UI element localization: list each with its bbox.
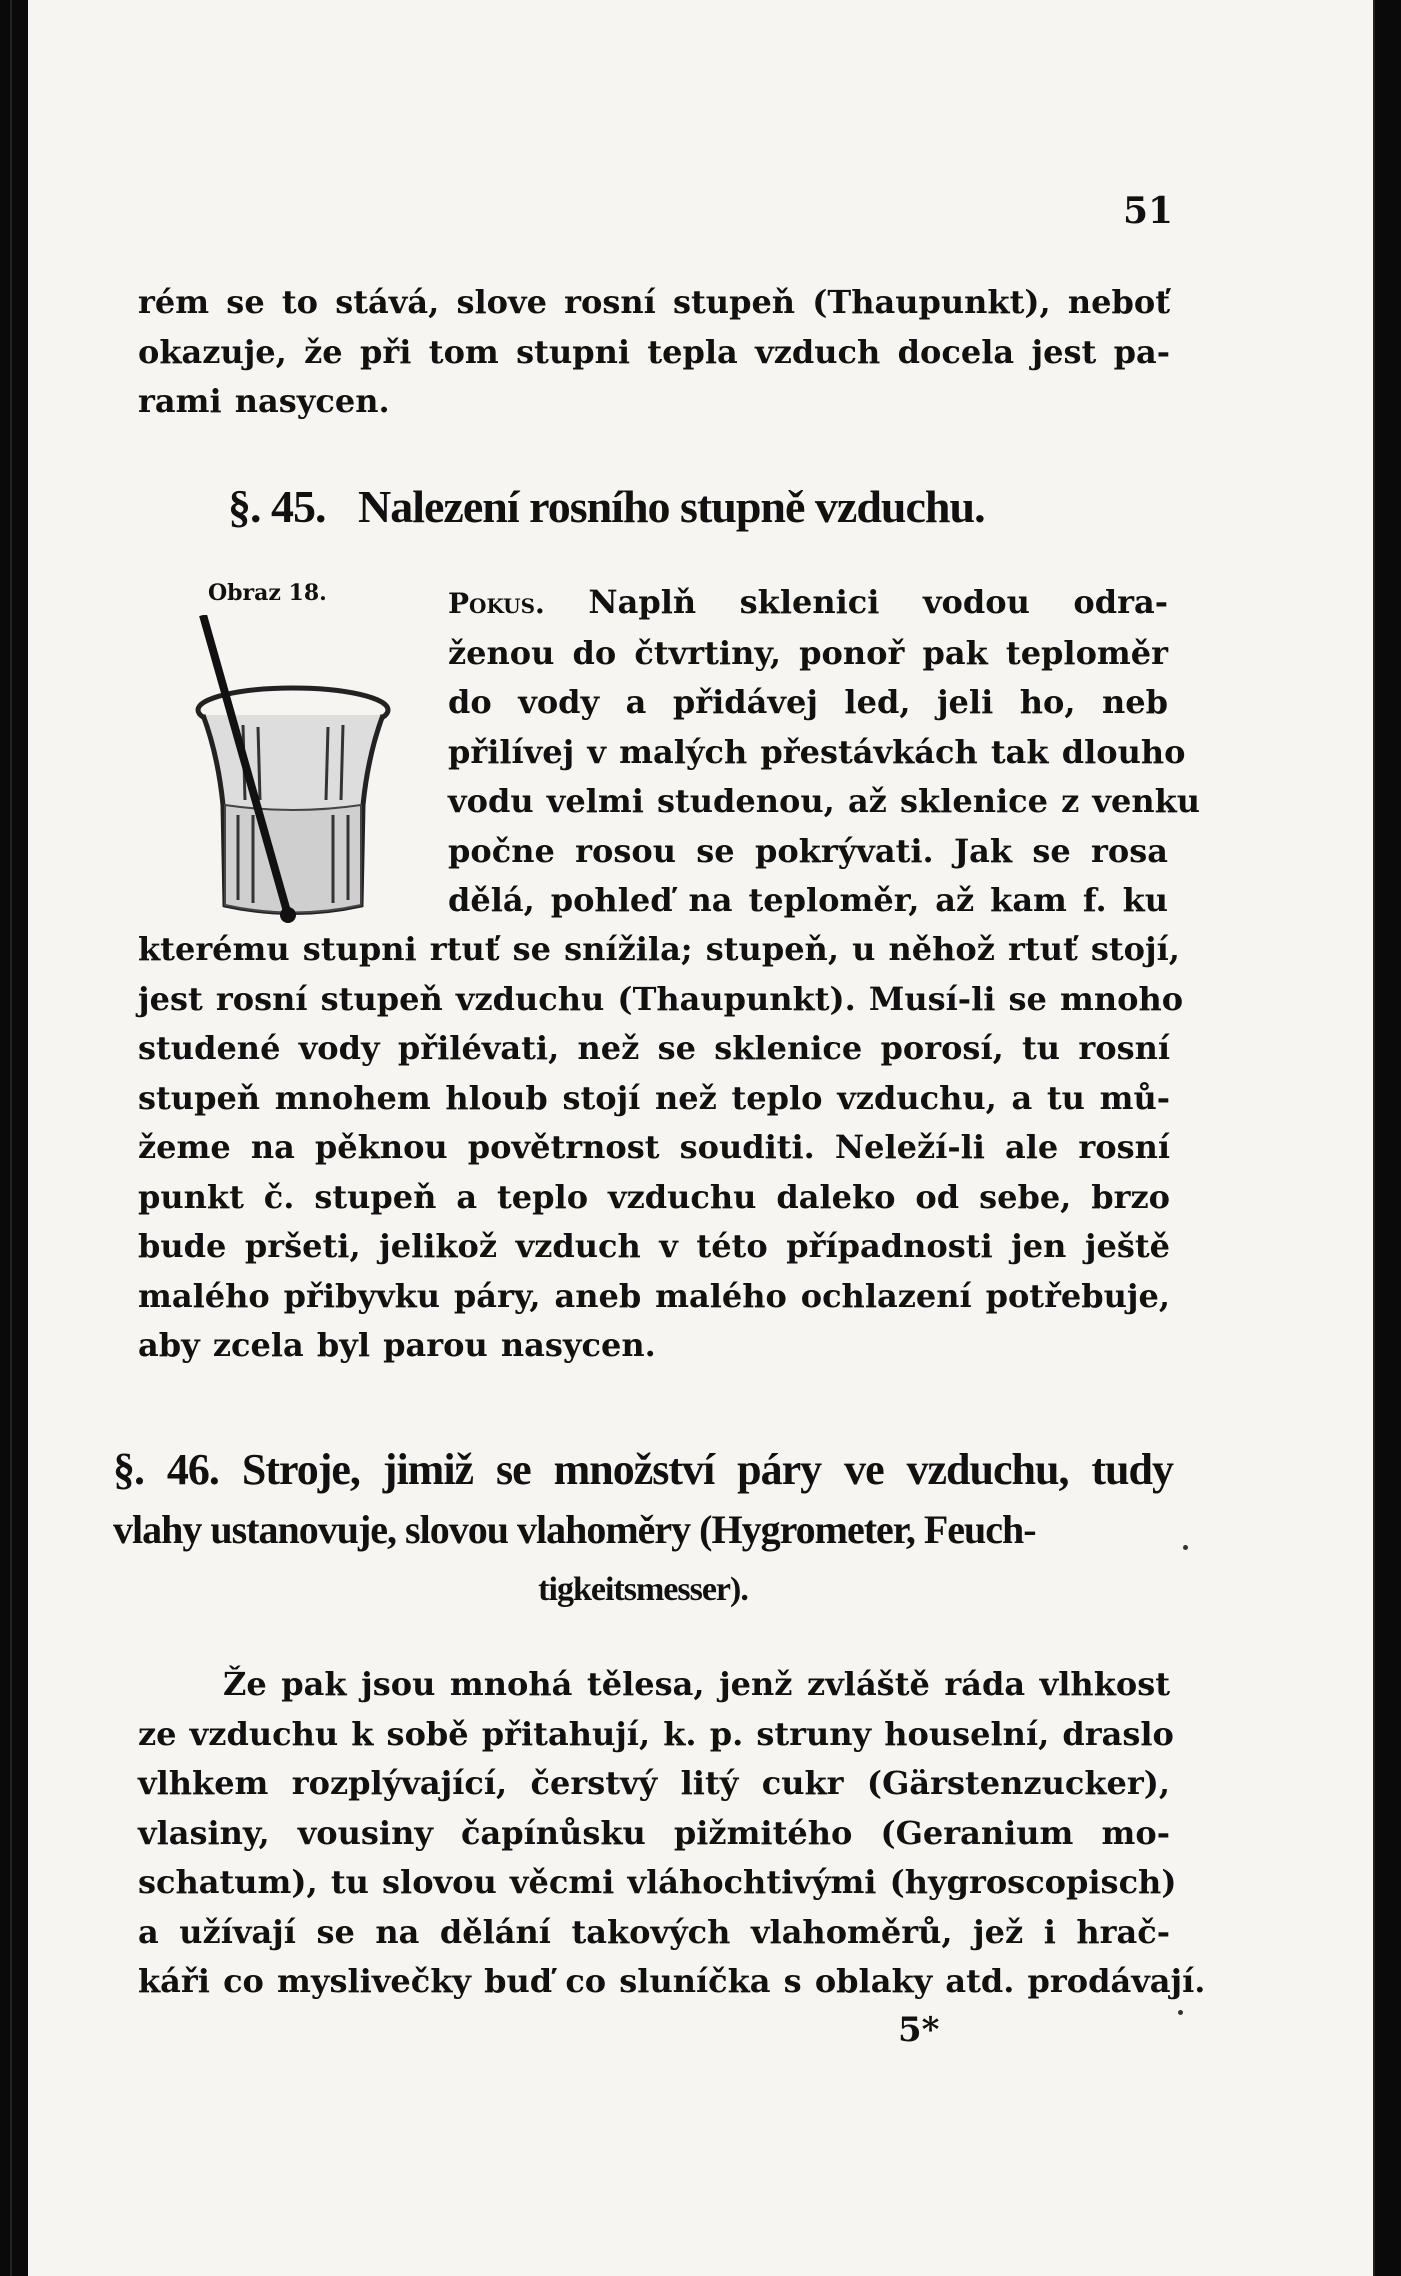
section-46-number: §. 46. bbox=[113, 1445, 219, 1494]
experiment-narrow-block bbox=[448, 578, 1201, 926]
experiment-line: přilívej v malých přestávkách tak dlouho bbox=[448, 732, 1186, 771]
experiment-line: počne rosou se pokrývati. Jak se rosa bbox=[448, 831, 1168, 870]
page-right-edge bbox=[1373, 0, 1375, 2276]
experiment-line: aby zcela byl parou nasycen. bbox=[138, 1326, 656, 1364]
experiment-line: dělá, pohleď na teploměr, až kam f. ku bbox=[448, 881, 1168, 919]
closing-line: káři co myslivečky buď co sluníčka s oblaky atd. prodávají. bbox=[138, 1962, 1206, 2000]
experiment-line: kterému stupni rtuť se snížila; stupeň, u něhož rtuť stojí, bbox=[138, 930, 1180, 968]
closing-line: vlhkem rozplývající, čerstvý litý cukr (Gärstenzucker), bbox=[138, 1764, 1170, 1802]
signature-mark: 5* bbox=[898, 2010, 940, 2050]
experiment-line: punkt č. stupeň a teplo vzduchu daleko od sebe, brzo bbox=[138, 1177, 1170, 1216]
intro-line: rém se to stává, slove rosní stupeň (Thaupunkt), neboť bbox=[138, 283, 1170, 321]
section-45-number: §. 45. bbox=[228, 481, 326, 532]
experiment-lead: Pokus. bbox=[448, 587, 545, 620]
closing-line: Že pak jsou mnohá tělesa, jenž zvláště ráda vlhkost bbox=[223, 1665, 1170, 1703]
closing-line: ze vzduchu k sobě přitahují, k. p. struny houselní, draslo bbox=[138, 1714, 1174, 1753]
experiment-line: do vody a přidávej led, jeli ho, neb bbox=[448, 683, 1168, 721]
closing-paragraph bbox=[138, 1660, 1206, 2007]
section-46-title-line1: Stroje, jimiž se množství páry ve vzduchu, tudy bbox=[241, 1445, 1173, 1494]
section-46-heading bbox=[113, 1440, 1173, 1620]
page-number: 51 bbox=[1123, 190, 1174, 232]
closing-line: vlasiny, vousiny čapínůsku pižmitého (Geranium mo- bbox=[138, 1813, 1170, 1852]
intro-paragraph bbox=[138, 278, 1170, 427]
section-46-title-line2: vlahy ustanovuje, slovou vlahoměry (Hygrometer, Feuch- bbox=[113, 1507, 1036, 1552]
speck bbox=[1178, 2010, 1183, 2015]
experiment-line: malého přibyvku páry, aneb malého ochlazení potřebuje, bbox=[138, 1276, 1170, 1315]
experiment-line: jest rosní stupeň vzduchu (Thaupunkt). Musí-li se mnoho bbox=[138, 979, 1184, 1018]
experiment-full-block bbox=[138, 925, 1184, 1371]
experiment-line: žeme na pěknou povětrnost souditi. Neleží-li ale rosní bbox=[138, 1128, 1170, 1166]
intro-line: okazuje, že při tom stupni tepla vzduch docela jest pa- bbox=[138, 332, 1170, 371]
section-45-heading bbox=[228, 480, 985, 533]
experiment-line: stupeň mnohem hloub stojí než teplo vzduchu, a tu mů- bbox=[138, 1078, 1170, 1117]
experiment-line: Pokus. Naplň sklenici vodou odra- bbox=[448, 583, 1169, 621]
closing-line: a užívají se na dělání takových vlahoměrů, jež i hrač- bbox=[138, 1912, 1170, 1951]
experiment-line: ženou do čtvrtiny, ponoř pak teploměr bbox=[448, 633, 1168, 672]
section-45-title: Nalezení rosního stupně vzduchu. bbox=[358, 481, 985, 532]
closing-line: schatum), tu slovou věcmi vláhochtivými (hygroscopisch) bbox=[138, 1863, 1177, 1901]
figure-label: Obraz 18. bbox=[208, 580, 327, 606]
section-46-title-line3: tigkeitsmesser). bbox=[538, 1571, 748, 1608]
page-left-edge bbox=[10, 0, 12, 2276]
experiment-line: studené vody přilévati, než se sklenice porosí, tu rosní bbox=[138, 1029, 1170, 1067]
intro-line: rami nasycen. bbox=[138, 382, 390, 420]
speck bbox=[1183, 1545, 1188, 1550]
experiment-line: vodu velmi studenou, až sklenice z venku bbox=[448, 782, 1201, 820]
book-page bbox=[28, 0, 1373, 2276]
glass-with-thermometer-illustration bbox=[183, 615, 403, 935]
experiment-line: bude pršeti, jelikož vzduch v této případnosti jen ještě bbox=[138, 1227, 1170, 1265]
